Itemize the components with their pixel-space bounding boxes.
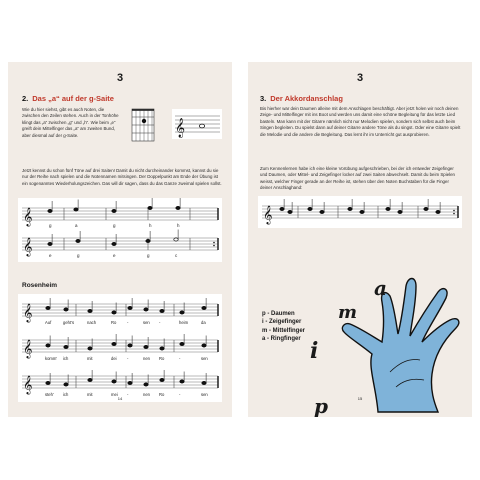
lyric-syllable: ich <box>63 356 69 361</box>
note-name: e <box>49 253 52 258</box>
lyric-syllable: - <box>179 392 181 397</box>
page-marker: 3 <box>116 72 124 84</box>
treble-clef: 𝄞 <box>23 239 33 256</box>
svg-text:𝄞: 𝄞 <box>175 118 186 137</box>
hand-letter-m: m <box>338 302 358 323</box>
note-head <box>48 242 52 245</box>
lyric-syllable: nen <box>143 356 150 361</box>
note-head <box>46 381 50 384</box>
note-head <box>112 311 116 314</box>
finger-exercise-staff <box>258 196 462 228</box>
staff <box>262 206 458 225</box>
note-head <box>202 344 206 347</box>
note-name: c <box>175 253 178 258</box>
note-head <box>160 309 164 312</box>
note-head <box>424 207 428 210</box>
lyric-syllable: geht's <box>63 320 75 325</box>
treble-clef: 𝄞 <box>23 305 33 322</box>
lyric-syllable: steh' <box>45 392 54 397</box>
note-head <box>308 207 312 210</box>
body-text: Jetzt kennst du schon fünf Töne auf drei Saiten! Damit du nicht durcheinander kommst, kannst du sie nur der Reihe nach spielen und die Notennamen mitsingen. Der Doppelpunkt am Ende der Übung ist ein sogenanntes Wiederholungszeichen. Das will dir sagen, dass du das Ganze zweimal spielen sollst. <box>22 168 222 186</box>
heading-number: 2. <box>22 94 29 103</box>
note-head <box>202 381 206 384</box>
note-head <box>88 309 92 312</box>
lyric-syllable: - <box>159 320 161 325</box>
note-name: g <box>49 223 52 228</box>
treble-clef: 𝄞 <box>23 377 33 394</box>
note-head <box>112 342 116 345</box>
note-head <box>436 210 440 213</box>
finger-legend-item: m - Mittelfinger <box>262 327 305 334</box>
note-head <box>360 210 364 213</box>
lyric-syllable: nach <box>87 320 97 325</box>
note-head <box>160 378 164 381</box>
hand-letter-i: i <box>310 338 319 364</box>
note-head <box>160 347 164 350</box>
note-head <box>112 242 116 245</box>
note-head <box>88 347 92 350</box>
intro-text: Bis hierher war dein Daumen alleine mit dem Anschlagen beschäftigt. Aber jetzt holen wir noch deinen Zeige- und Mittelfinger mit ins Boot und werden uns damit eine schöne Begleitung für das letzte Lied basteln. Man kann mit der Gitarre nämlich nicht nur Melodien spielen, sondern sich selbst auch beim Singen begleiten. Du spielst dann auf deiner Gitarre andere Töne als du singst. Oder eine Gitarre spielt die Melodie und die andere die Begleitung. Das lernt ihr im Unterricht gut ausprobieren. <box>260 106 461 137</box>
note-head <box>64 308 68 311</box>
note-head <box>398 210 402 213</box>
lyric-syllable: sen <box>143 320 150 325</box>
lyric-syllable: Ro <box>159 356 165 361</box>
section-heading <box>260 94 343 103</box>
section-heading <box>22 94 114 103</box>
note-head <box>128 344 132 347</box>
left-page <box>8 62 232 417</box>
repeat-dot <box>213 245 215 247</box>
note-name: g <box>113 223 116 228</box>
note-head <box>202 306 206 309</box>
lyric-syllable: mit <box>87 356 93 361</box>
note-head <box>386 207 390 210</box>
lyric-syllable: heim <box>179 320 189 325</box>
heading-number: 3. <box>260 94 267 103</box>
note-head <box>288 210 292 213</box>
heading-title: Der Akkordanschlag <box>270 94 343 103</box>
note-name: h <box>149 223 152 228</box>
lyric-syllable: nen <box>143 392 150 397</box>
note-head <box>46 306 50 309</box>
note-name: e <box>113 253 116 258</box>
song-title: Rosenheim <box>22 282 58 289</box>
lyric-syllable: da <box>201 320 206 325</box>
lyric-syllable: Auf <box>45 320 52 325</box>
finger-legend <box>262 310 305 344</box>
lyric-syllable: - <box>179 356 181 361</box>
intro-text: Wie du hier siehst, gibt es auch Noten, die zwischen den Zeilen stehen. Auch in der Tonhöhe klingt das „a“ zwischen „g“ und „h“. Wie beim „e“ greift dein Mittelfinger das „a“ am zweiten Bund, aber diesmal auf der g-Saite. <box>22 107 119 138</box>
lyric-syllable: mit <box>87 392 93 397</box>
note-head <box>180 380 184 383</box>
fretboard-diagram <box>132 109 154 141</box>
lyric-syllable: Ro <box>111 320 117 325</box>
note-head <box>128 306 132 309</box>
treble-clef: 𝄞 <box>263 207 273 224</box>
hand-illustration <box>338 262 472 417</box>
lyric-syllable: - <box>127 392 129 397</box>
note-head <box>64 383 68 386</box>
exercise-staves <box>18 198 222 262</box>
note-head <box>174 238 178 241</box>
song-staves <box>18 294 222 402</box>
right-page <box>248 62 472 417</box>
treble-clef: 𝄞 <box>23 209 33 226</box>
exercise-score <box>18 198 222 262</box>
note-name: g <box>77 253 80 258</box>
note-head <box>348 207 352 210</box>
song-score <box>18 294 222 402</box>
note-head <box>176 206 180 209</box>
page-marker: 3 <box>356 72 364 84</box>
note-head <box>112 380 116 383</box>
note-head <box>144 345 148 348</box>
body-text: Zum Kennenlernen habe ich eine kleine Vorübung aufgeschrieben, bei der ich entweder Zeigefinger und Daumen, oder Mittel- und Zeigefinger locker auf zwei Saiten abwechselt. Damit du beim Spielen weisst, welcher Finger gerade an der Reihe ist, stehen über den Noten Buchstaben für die Finger deiner Anschlaghand: <box>260 166 455 191</box>
lyric-syllable: - <box>127 320 129 325</box>
note-head <box>144 383 148 386</box>
repeat-dot <box>213 242 215 244</box>
page-number: 14 <box>117 396 123 401</box>
note-head <box>180 342 184 345</box>
note-head <box>146 239 150 242</box>
fretboard-and-note <box>122 106 228 144</box>
note-head <box>88 378 92 381</box>
finger-legend-item: a - Ringfinger <box>262 336 301 343</box>
staff <box>22 304 218 323</box>
note-head <box>76 239 80 242</box>
heading-title: Das „a“ auf der g-Saite <box>32 94 114 103</box>
treble-clef: 𝄞 <box>23 341 33 358</box>
note-name: h <box>177 223 180 228</box>
lyric-syllable: sen <box>201 392 208 397</box>
note-head <box>148 206 152 209</box>
lyric-syllable: mei <box>111 392 118 397</box>
hand-letter-p: p <box>314 394 328 418</box>
note-head <box>112 209 116 212</box>
note-head <box>180 311 184 314</box>
finger-legend-item: i - Zeigefinger <box>262 319 302 326</box>
note-head <box>280 207 284 210</box>
lyric-syllable: komm' <box>45 356 58 361</box>
lyric-syllable: dei <box>111 356 117 361</box>
repeat-dot <box>453 213 455 215</box>
note-head <box>128 381 132 384</box>
note-name: g <box>147 253 150 258</box>
lyric-syllable: Ro <box>159 392 165 397</box>
finger-exercise-score <box>258 196 462 228</box>
lyric-syllable: - <box>127 356 129 361</box>
note-head <box>64 345 68 348</box>
note-head <box>46 344 50 347</box>
page-number: 15 <box>357 396 363 401</box>
note-head <box>74 208 78 211</box>
note-head <box>144 308 148 311</box>
note-head <box>48 209 52 212</box>
repeat-dot <box>453 210 455 212</box>
note-name: a <box>75 223 78 228</box>
hand-letter-a: a <box>374 276 387 300</box>
lyric-syllable: ich <box>63 392 69 397</box>
finger-legend-item: p - Daumen <box>262 311 295 317</box>
note-a-staff <box>172 109 222 139</box>
note-head <box>320 210 324 213</box>
lyric-syllable: sen <box>201 356 208 361</box>
